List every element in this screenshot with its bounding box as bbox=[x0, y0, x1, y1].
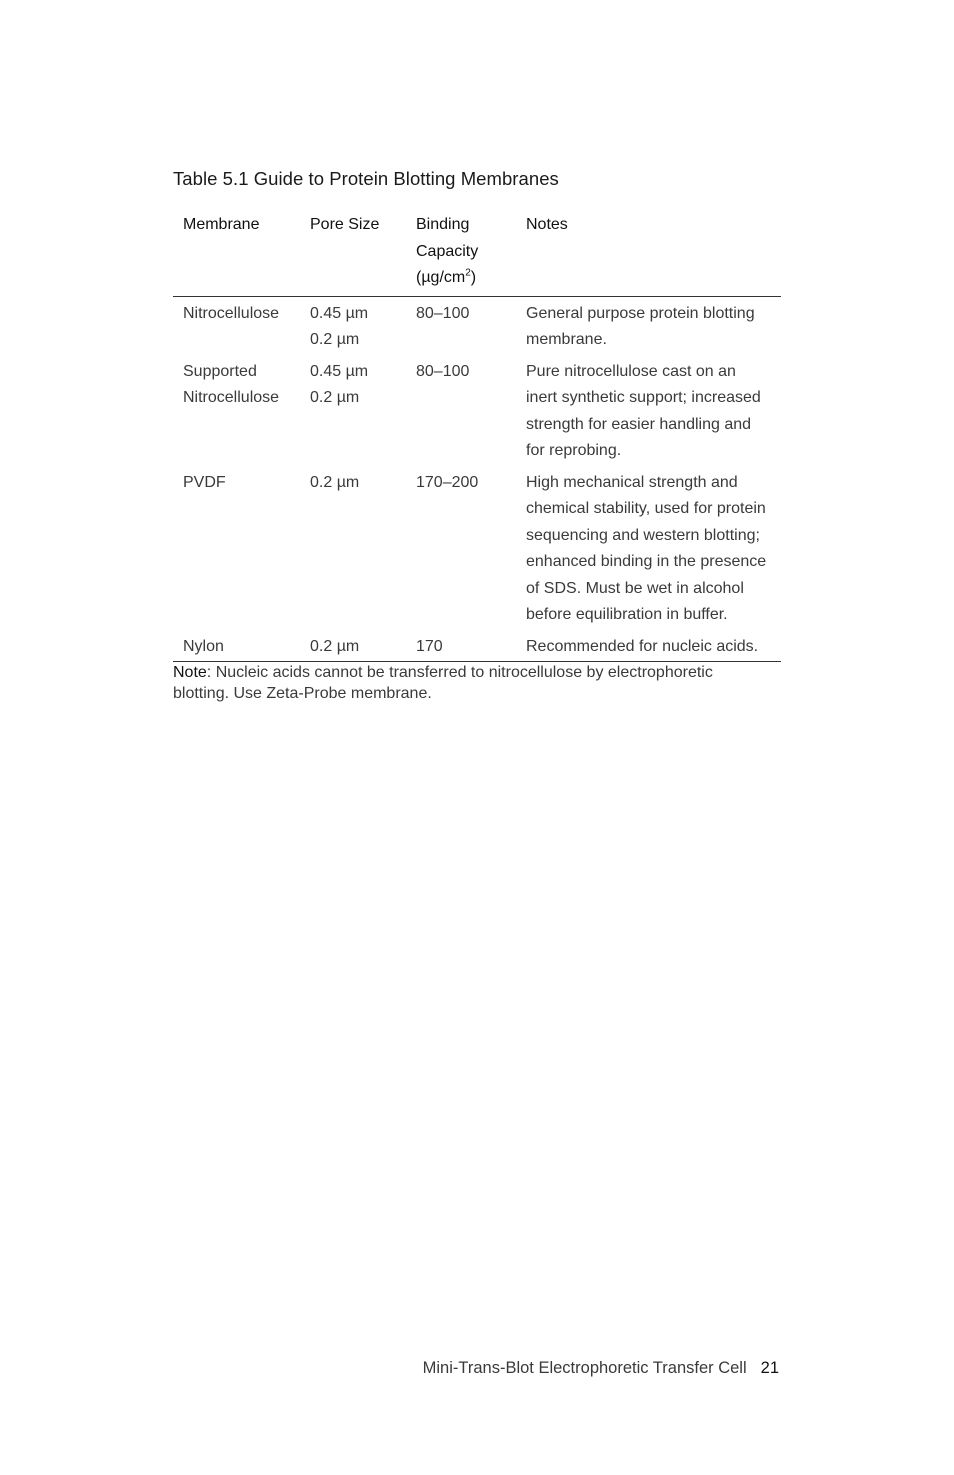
cell-text: strength for easier handling and bbox=[526, 415, 752, 433]
cell-pore-size bbox=[310, 355, 416, 466]
note-text: : Nucleic acids cannot be transferred to nitrocellulose by electrophoretic blotting. Use Zeta-Probe membrane. bbox=[173, 664, 713, 702]
table-row bbox=[173, 630, 781, 662]
table-footnote bbox=[173, 662, 773, 704]
cell-notes bbox=[526, 355, 781, 466]
cell-text: 0.2 µm bbox=[310, 637, 360, 655]
cell-binding: 80–100 bbox=[416, 304, 470, 322]
cell-text: enhanced binding in the presence bbox=[526, 553, 767, 570]
cell-text: High mechanical strength and bbox=[526, 473, 738, 491]
table-row bbox=[173, 296, 781, 355]
table-row bbox=[173, 355, 781, 466]
cell-pore-size bbox=[310, 296, 416, 355]
cell-text: 0.45 µm bbox=[310, 304, 369, 322]
note-label: Note bbox=[173, 664, 207, 681]
cell-pore-size bbox=[310, 466, 416, 630]
cell-text: chemical stability, used for protein bbox=[526, 500, 766, 517]
header-binding-unit-close: ) bbox=[470, 269, 477, 286]
cell-text: Nitrocellulose bbox=[183, 304, 280, 322]
cell-membrane bbox=[173, 466, 310, 630]
header-binding-unit-sup: 2 bbox=[465, 267, 471, 279]
cell-notes bbox=[526, 296, 781, 355]
header-binding-capacity bbox=[416, 212, 526, 296]
header-binding-line3 bbox=[416, 265, 526, 292]
header-notes: Notes bbox=[526, 212, 781, 296]
cell-text: 0.2 µm bbox=[310, 473, 360, 491]
cell-notes bbox=[526, 630, 781, 662]
header-binding-line2: Capacity bbox=[416, 242, 479, 260]
cell-text: Supported bbox=[183, 362, 257, 380]
header-pore-size: Pore Size bbox=[310, 212, 416, 296]
cell-text: of SDS. Must be wet in alcohol bbox=[526, 579, 744, 597]
cell-text: sequencing and western blotting; bbox=[526, 526, 760, 544]
cell-membrane bbox=[173, 630, 310, 662]
cell-text: PVDF bbox=[183, 473, 226, 491]
cell-text: Nylon bbox=[183, 637, 224, 655]
cell-notes bbox=[526, 466, 781, 630]
cell-text: General purpose protein blotting bbox=[526, 304, 755, 322]
cell-text: Pure nitrocellulose cast on an bbox=[526, 362, 736, 380]
table-header-row bbox=[173, 212, 781, 296]
cell-text: 0.2 µm bbox=[310, 389, 360, 406]
header-membrane: Membrane bbox=[173, 212, 310, 296]
cell-text: 0.45 µm bbox=[310, 362, 369, 380]
cell-text: membrane. bbox=[526, 331, 607, 348]
cell-text: 0.2 µm bbox=[310, 331, 360, 348]
membrane-table bbox=[173, 212, 781, 662]
cell-text: inert synthetic support; increased bbox=[526, 389, 761, 406]
cell-text: before equilibration in buffer. bbox=[526, 606, 728, 623]
page-footer bbox=[423, 1359, 779, 1378]
cell-binding: 80–100 bbox=[416, 362, 470, 380]
footer-doc-title: Mini-Trans-Blot Electrophoretic Transfer Cell bbox=[422, 1359, 747, 1377]
cell-membrane bbox=[173, 355, 310, 466]
cell-binding: 170–200 bbox=[416, 473, 479, 491]
cell-text: for reprobing. bbox=[526, 442, 622, 459]
page-number: 21 bbox=[760, 1359, 779, 1377]
table-row bbox=[173, 466, 781, 630]
cell-text: Nitrocellulose bbox=[183, 389, 280, 406]
table-title: Table 5.1 Guide to Protein Blotting Membranes bbox=[173, 168, 559, 189]
header-binding-line1: Binding bbox=[416, 216, 470, 233]
cell-pore-size bbox=[310, 630, 416, 662]
header-binding-unit: (µg/cm bbox=[416, 269, 466, 286]
cell-text: Recommended for nucleic acids. bbox=[526, 637, 759, 655]
cell-binding: 170 bbox=[416, 630, 526, 662]
cell-membrane bbox=[173, 296, 310, 355]
